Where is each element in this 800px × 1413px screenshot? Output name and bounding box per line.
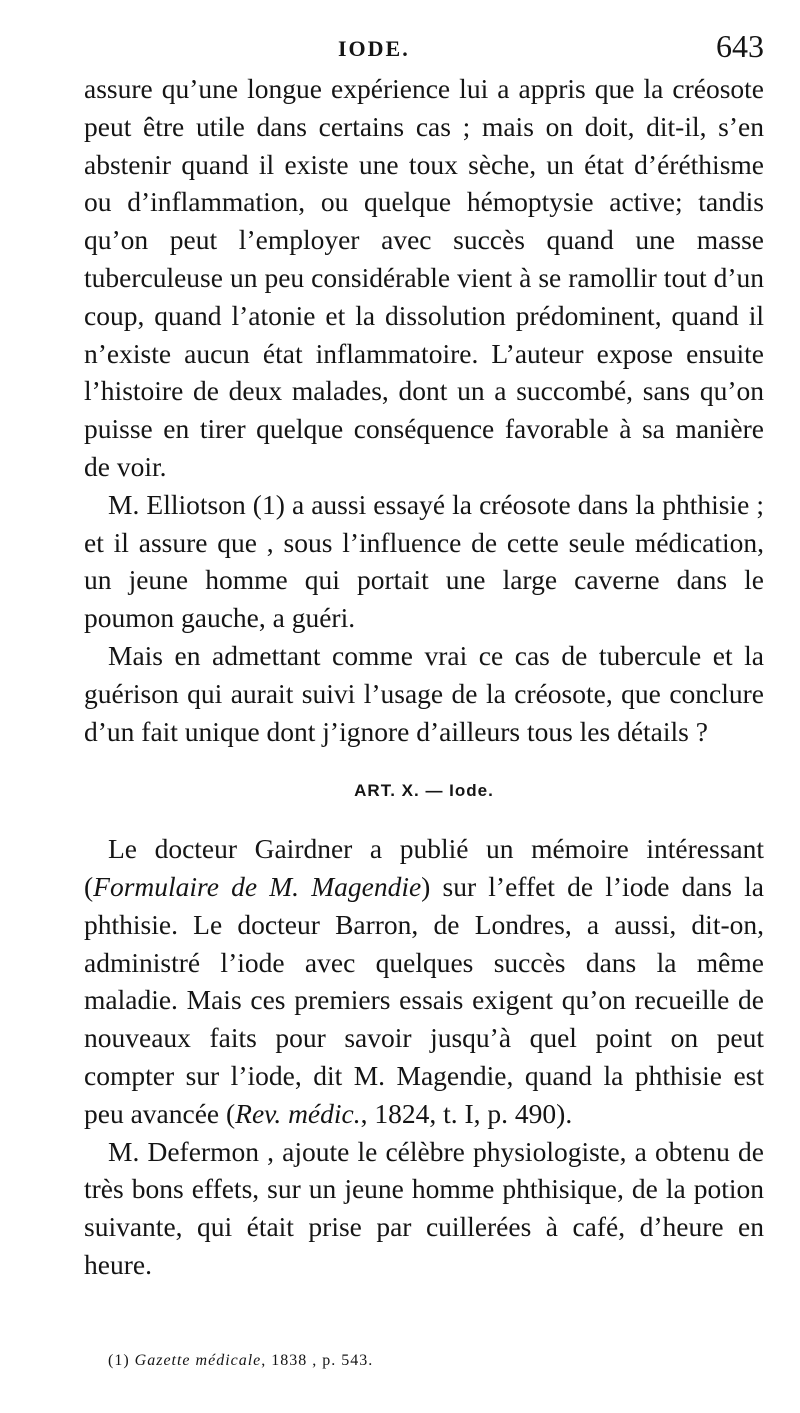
paragraph-4-part-b: ) sur l’effet de l’iode dans la phthisie. Le docteur Barron, de Londres, a aussi, dit-on, administré l’iode avec quelques succès dans la même maladie. Mais ces premiers essais exigent qu’on recueille de nouveaux faits pour savoir jusqu’à quel point on peut compter sur l’iode, dit M. Magendie, quand la phthisie est peu avancée ( [84, 870, 764, 1129]
paragraph-4 [84, 830, 764, 1132]
paragraph-4-italic-citation: Rev. médic. [235, 1097, 361, 1129]
page-header [84, 22, 764, 62]
paragraph-3: Mais en admettant comme vrai ce cas de tubercule et la guérison qui aurait suivi l’usage de la créosote, que conclure d’un fait unique dont j’ignore d’ailleurs tous les détails ? [84, 639, 764, 747]
footnote-journal: Gazette médicale [134, 1352, 262, 1369]
paragraph-4-part-a: Le docteur Gairdner a publié un mémoire intéressant ( [84, 833, 764, 902]
footnote-marker: (1) [108, 1352, 130, 1369]
footnote [108, 1352, 373, 1370]
page-number: 643 [716, 28, 764, 64]
paragraph-5: M. Defermon , ajoute le célèbre physiologiste, a obtenu de très bons effets, sur un jeune homme phthisique, de la potion suivante, qui était prise par cuillerées à café, d’heure en heure. [84, 1135, 764, 1280]
running-title: IODE. [338, 36, 410, 61]
paragraph-4-part-c: , 1824, t. I, p. 490). [360, 1097, 573, 1129]
article-heading: ART. X. — Iode. [354, 781, 494, 801]
paragraph-2: M. Elliotson (1) a aussi essayé la créosote dans la phthisie ; et il assure que , sous l’influence de cette seule médication, un jeune homme qui portait une large caverne dans le poumon gauche, a guéri. [84, 488, 764, 634]
body-text [84, 70, 764, 1284]
paragraph-4-italic-title: Formulaire de M. Magendie [93, 870, 422, 902]
paragraph-1: assure qu’une longue expérience lui a appris que la créosote peut être utile dans certains cas ; mais on doit, dit-il, s’en abstenir quand il existe une toux sèche, un état d’éréthisme ou d’inflammation, ou quelque hémoptysie active; tandis qu’on peut l’employer avec succès quand une masse tuberculeuse un peu considérable vient à se ramollir tout d’un coup, quand l’atonie et la dissolution prédominent, quand il n’existe aucun état inflammatoire. L’auteur expose ensuite l’histoire de deux malades, dont un a succombé, sans qu’on puisse en tirer quelque conséquence favorable à sa manière de voir. [84, 73, 764, 482]
footnote-rest: , 1838 , p. 543. [261, 1352, 374, 1369]
